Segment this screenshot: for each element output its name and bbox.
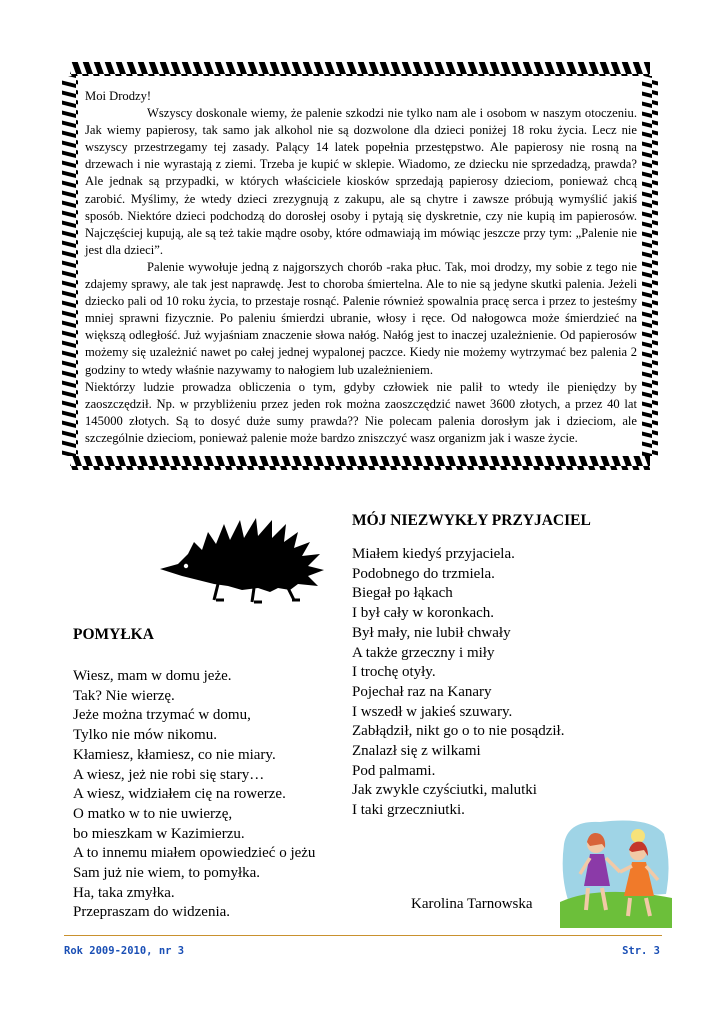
- letter-paragraph: Palenie wywołuje jedną z najgorszych chorób -raka płuc. Tak, moi drodzy, my sobie z tego nie zdajemy sprawy, ale tak jest naprawdę. Jest to choroba śmiertelna. Ale to nie są jedyne skutki palenia. Jeżeli dziecko pali od 10 roku życia, to przestaje rosnąć. Palenie również spowalnia pracę serca i przez to jesteśmy mniej sprawni fizycznie. Po paleniu śmierdzi ubranie, włosy i ręce. Od nałogowca może śmierdzieć na większą odległość. Już wyjaśniam znaczenie słowa nałóg. Nałóg jest to inaczej uzależnienie. Od papierosów możemy się uzależnić nawet po całej jednej wypalonej paczce. Kiedy nie możemy wytrzymać bez palenia 2 godziny to wtedy właśnie nazywamy to nałogiem lub uzależnieniem.: [85, 259, 637, 377]
- poem-line: A wiesz, jeż nie robi się stary…: [73, 766, 265, 783]
- letter-text: [85, 88, 637, 447]
- poem-line: Pod palmami.: [352, 762, 436, 779]
- footer-issue: Rok 2009-2010, nr 3: [64, 945, 185, 957]
- poem-line: I wszedł w jakieś szuwary.: [352, 703, 513, 720]
- poem-line: I był cały w koronkach.: [352, 605, 495, 622]
- poem-line: Zabłądził, nikt go o to nie posądził.: [352, 723, 565, 740]
- poem-przyjaciel: [352, 545, 564, 821]
- poem-line: bo mieszkam w Kazimierzu.: [73, 825, 245, 842]
- footer-page-number: Str. 3: [622, 945, 660, 957]
- poem-line: Był mały, nie lubił chwały: [352, 624, 511, 641]
- poem-line: Przepraszam do widzenia.: [73, 904, 231, 921]
- poem-pomylka: [73, 667, 315, 923]
- poem-line: Tak? Nie wierzę.: [73, 687, 175, 704]
- poem-line: Kłamiesz, kłamiesz, co nie miary.: [73, 746, 276, 763]
- letter-paragraph: Niektórzy ludzie prowadza obliczenia o tym, gdyby człowiek nie palił to wtedy ile pieniędzy by zaoszczędził. Np. w przybliżeniu przez jeden rok można zaoszczędzić nawet 3600 złotych, a przez 40 lat 145000 złotych. Są to dosyć duże sumy prawda?? Nie polecam palenia dorosłym jak i dzieciom, ale szczególnie dzieciom, ponieważ palenie może bardzo zniszczyć wasz organizm jak i wasze życie.: [85, 379, 637, 445]
- letter-frame: [60, 60, 660, 472]
- poem-line: Pojechał raz na Kanary: [352, 683, 492, 700]
- poem-line: Znalazł się z wilkami: [352, 743, 481, 760]
- poem-line: Miałem kiedyś przyjaciela.: [352, 546, 515, 562]
- footer-rule: [64, 935, 662, 936]
- poem-line: A także grzeczny i miły: [352, 644, 495, 661]
- letter-paragraph: Wszyscy doskonale wiemy, że palenie szkodzi nie tylko nam ale i osobom w naszym otoczeniu. Jak wiemy papierosy, tak samo jak alkohol nie są dozwolone dla dzieci poniżej 18 roku życia. Lecz nie wszyscy przestrzegamy tej zasady. Palący 14 latek popełnia przestępstwo. Ale papierosy nie rosną na drzewach i nie wyrastają z ziemi. Trzeba je kupić w sklepie. Wiadomo, ze dziecku nie sprzedadzą, prawda? Ale jednak są przypadki, w których właściciele kiosków sprzedają papierosy dzieciom, ponieważ chcą zarobić. Myślimy, że wtedy dzieci zrezygnują z zakupu, ale są chytre i zawsze próbują wymyślić jakiś sposób. Niektóre dzieci podchodzą do dorosłej osoby i pytają się dyskretnie, czy nie kupią im papierosów. Najczęściej kupują, ale są też takie mądre osoby, które odmawiają im mówiąc jeszcze przy tym: „Palenie nie jest dla dzieci”.: [85, 106, 637, 257]
- poem-line: Wiesz, mam w domu jeże.: [73, 668, 232, 684]
- hedgehog-icon: [158, 514, 338, 609]
- letter-greeting: Moi Drodzy!: [85, 89, 152, 103]
- poem-line: O matko w to nie uwierzę,: [73, 805, 233, 822]
- poem-title: POMYŁKA: [73, 626, 154, 643]
- poem-line: Tylko nie mów nikomu.: [73, 727, 217, 744]
- poem-author: Karolina Tarnowska: [411, 896, 533, 912]
- poem-line: A to innemu miałem opowiedzieć o jeżu: [73, 845, 316, 862]
- girls-illustration-icon: [560, 814, 672, 928]
- poem-line: Sam już nie wiem, to pomyłka.: [73, 865, 261, 882]
- poem-line: Podobnego do trzmiela.: [352, 565, 495, 582]
- poem-line: Jeże można trzymać w domu,: [73, 707, 251, 724]
- poem-line: Jak zwykle czyściutki, malutki: [352, 782, 537, 799]
- poem-line: I taki grzeczniutki.: [352, 802, 465, 819]
- poem-title: MÓJ NIEZWYKŁY PRZYJACIEL: [352, 512, 591, 529]
- poem-line: Ha, taka zmyłka.: [73, 884, 175, 901]
- poem-line: I trochę otyły.: [352, 664, 436, 681]
- poem-line: A wiesz, widziałem cię na rowerze.: [73, 786, 286, 803]
- poem-line: Biegał po łąkach: [352, 585, 453, 602]
